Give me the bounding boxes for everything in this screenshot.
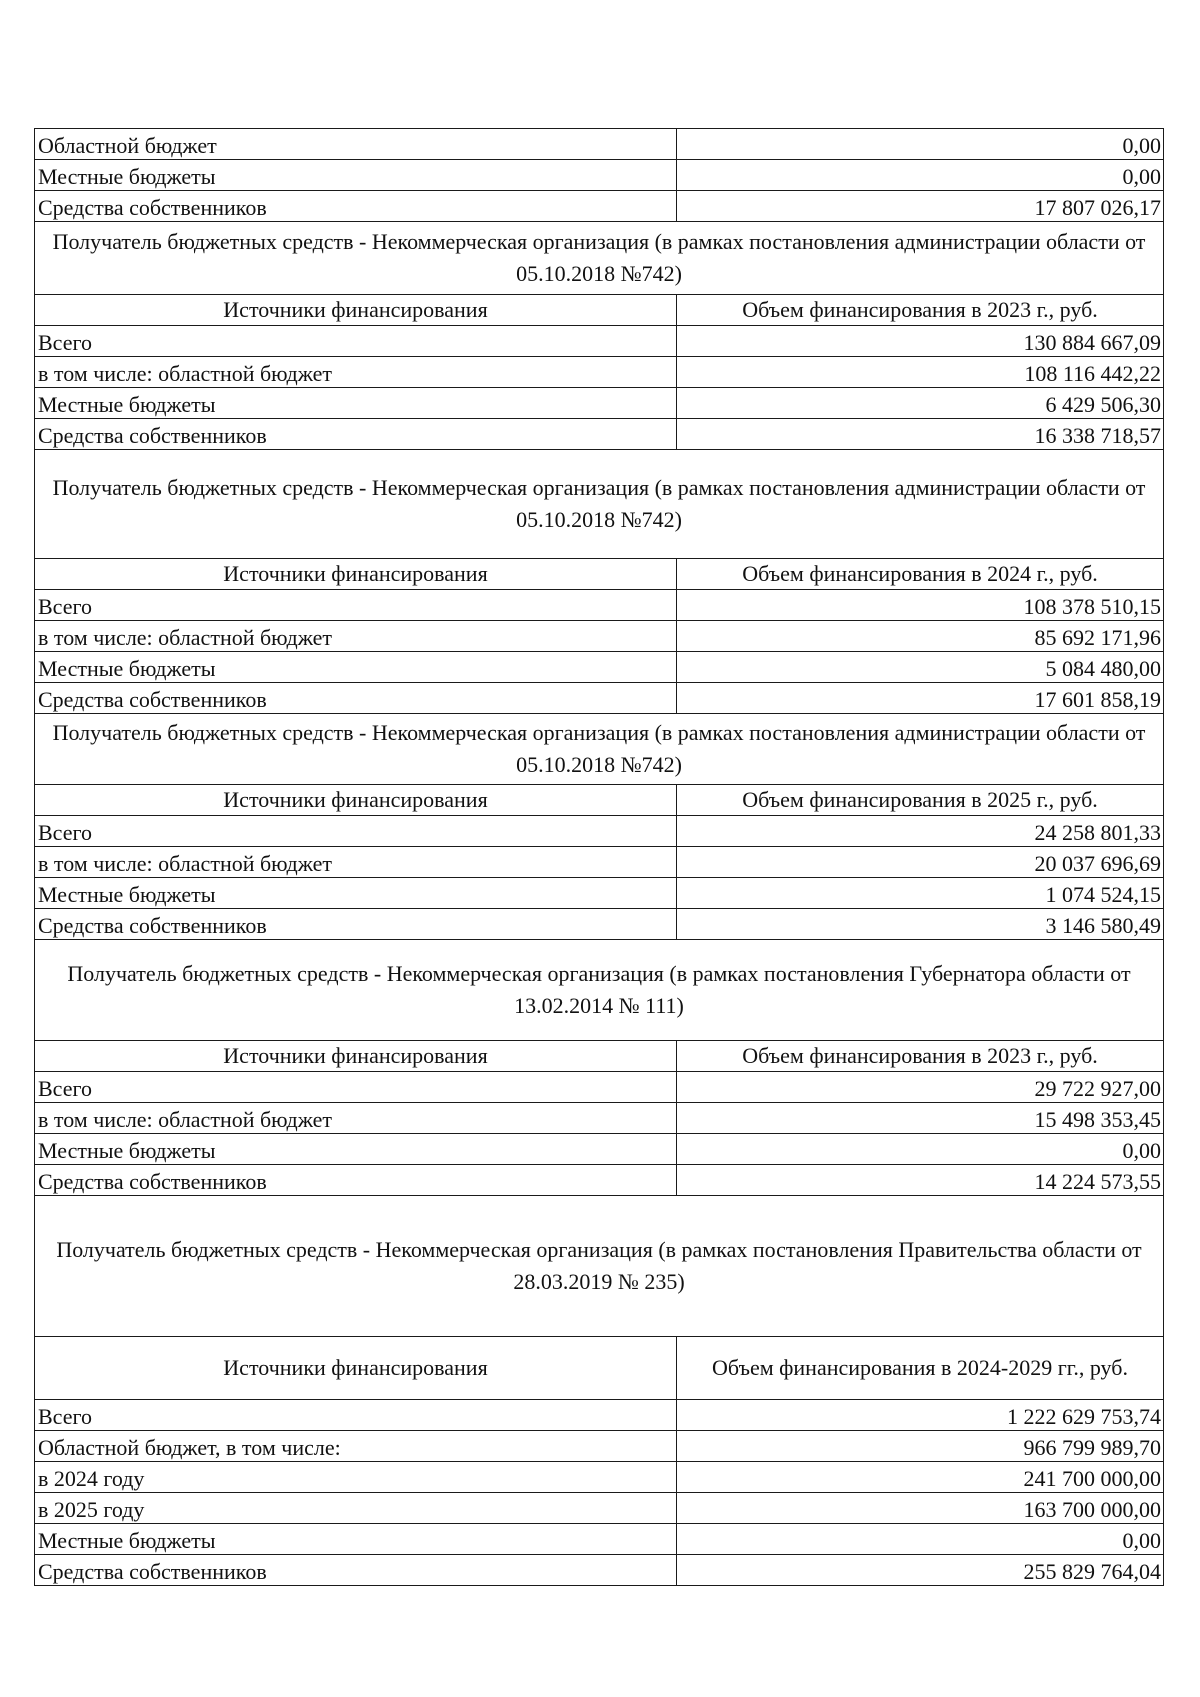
section-title-row [35,940,1164,1041]
amount-value: 20 037 696,69 [677,847,1164,878]
recipient-title: Получатель бюджетных средств - Некоммерческая организация (в рамках постановления администрации области от 05.10.2018 №742) [35,714,1164,785]
source-label: Средства собственников [35,1165,677,1196]
column-header-sources: Источники финансирования [35,559,677,590]
amount-value: 24 258 801,33 [677,816,1164,847]
source-label: Местные бюджеты [35,652,677,683]
column-header-amount: Объем финансирования в 2024-2029 гг., руб. [677,1337,1164,1400]
amount-value: 0,00 [677,160,1164,191]
amount-value: 16 338 718,57 [677,419,1164,450]
column-header-amount: Объем финансирования в 2023 г., руб. [677,295,1164,326]
amount-value: 255 829 764,04 [677,1555,1164,1586]
recipient-title: Получатель бюджетных средств - Некоммерческая организация (в рамках постановления администрации области от 05.10.2018 №742) [35,450,1164,559]
table-row [35,357,1164,388]
source-label: в том числе: областной бюджет [35,1103,677,1134]
amount-value: 0,00 [677,1524,1164,1555]
column-header-sources: Источники финансирования [35,785,677,816]
amount-value: 1 222 629 753,74 [677,1400,1164,1431]
column-header-amount: Объем финансирования в 2025 г., руб. [677,785,1164,816]
source-label: в том числе: областной бюджет [35,621,677,652]
amount-value: 1 074 524,15 [677,878,1164,909]
source-label: Всего [35,1072,677,1103]
table-row [35,1400,1164,1431]
amount-value: 108 116 442,22 [677,357,1164,388]
amount-value: 6 429 506,30 [677,388,1164,419]
table-row [35,909,1164,940]
table-row [35,590,1164,621]
table-row [35,683,1164,714]
source-label: Местные бюджеты [35,1134,677,1165]
recipient-title: Получатель бюджетных средств - Некоммерческая организация (в рамках постановления администрации области от 05.10.2018 №742) [35,222,1164,295]
column-header-sources: Источники финансирования [35,1041,677,1072]
source-label: Средства собственников [35,419,677,450]
column-header-row [35,1337,1164,1400]
amount-value: 15 498 353,45 [677,1103,1164,1134]
table-row [35,652,1164,683]
source-label: Средства собственников [35,191,677,222]
amount-value: 130 884 667,09 [677,326,1164,357]
source-label: в том числе: областной бюджет [35,847,677,878]
recipient-title: Получатель бюджетных средств - Некоммерческая организация (в рамках постановления Правительства области от 28.03.2019 № 235) [35,1196,1164,1337]
table-row [35,191,1164,222]
source-label: Местные бюджеты [35,388,677,419]
amount-value: 3 146 580,49 [677,909,1164,940]
amount-value: 17 601 858,19 [677,683,1164,714]
column-header-amount: Объем финансирования в 2023 г., руб. [677,1041,1164,1072]
amount-value: 5 084 480,00 [677,652,1164,683]
table-row [35,878,1164,909]
source-label: Областной бюджет [35,129,677,160]
column-header-sources: Источники финансирования [35,295,677,326]
financing-table [34,128,1164,1586]
table-row [35,388,1164,419]
table-row [35,1103,1164,1134]
source-label: Местные бюджеты [35,160,677,191]
column-header-amount: Объем финансирования в 2024 г., руб. [677,559,1164,590]
table-row [35,1493,1164,1524]
table-row [35,1524,1164,1555]
table-row [35,1134,1164,1165]
amount-value: 85 692 171,96 [677,621,1164,652]
table-row [35,419,1164,450]
column-header-row [35,295,1164,326]
table-row [35,129,1164,160]
table-row [35,160,1164,191]
table-row [35,326,1164,357]
amount-value: 241 700 000,00 [677,1462,1164,1493]
source-label: Всего [35,326,677,357]
source-label: Областной бюджет, в том числе: [35,1431,677,1462]
table-row [35,1431,1164,1462]
column-header-row [35,1041,1164,1072]
source-label: в 2025 году [35,1493,677,1524]
amount-value: 966 799 989,70 [677,1431,1164,1462]
section-title-row [35,222,1164,295]
column-header-row [35,785,1164,816]
source-label: в том числе: областной бюджет [35,357,677,388]
amount-value: 17 807 026,17 [677,191,1164,222]
source-label: Средства собственников [35,1555,677,1586]
amount-value: 0,00 [677,129,1164,160]
column-header-row [35,559,1164,590]
source-label: Местные бюджеты [35,1524,677,1555]
table-row [35,1072,1164,1103]
table-row [35,621,1164,652]
table-row [35,816,1164,847]
column-header-sources: Источники финансирования [35,1337,677,1400]
source-label: Всего [35,590,677,621]
table-row [35,1462,1164,1493]
table-row [35,1165,1164,1196]
amount-value: 29 722 927,00 [677,1072,1164,1103]
financing-document [34,128,1164,1586]
source-label: в 2024 году [35,1462,677,1493]
section-title-row [35,1196,1164,1337]
amount-value: 108 378 510,15 [677,590,1164,621]
source-label: Местные бюджеты [35,878,677,909]
source-label: Всего [35,816,677,847]
source-label: Всего [35,1400,677,1431]
section-title-row [35,450,1164,559]
recipient-title: Получатель бюджетных средств - Некоммерческая организация (в рамках постановления Губернатора области от 13.02.2014 № 111) [35,940,1164,1041]
amount-value: 14 224 573,55 [677,1165,1164,1196]
table-row [35,1555,1164,1586]
source-label: Средства собственников [35,683,677,714]
amount-value: 163 700 000,00 [677,1493,1164,1524]
source-label: Средства собственников [35,909,677,940]
amount-value: 0,00 [677,1134,1164,1165]
table-row [35,847,1164,878]
section-title-row [35,714,1164,785]
